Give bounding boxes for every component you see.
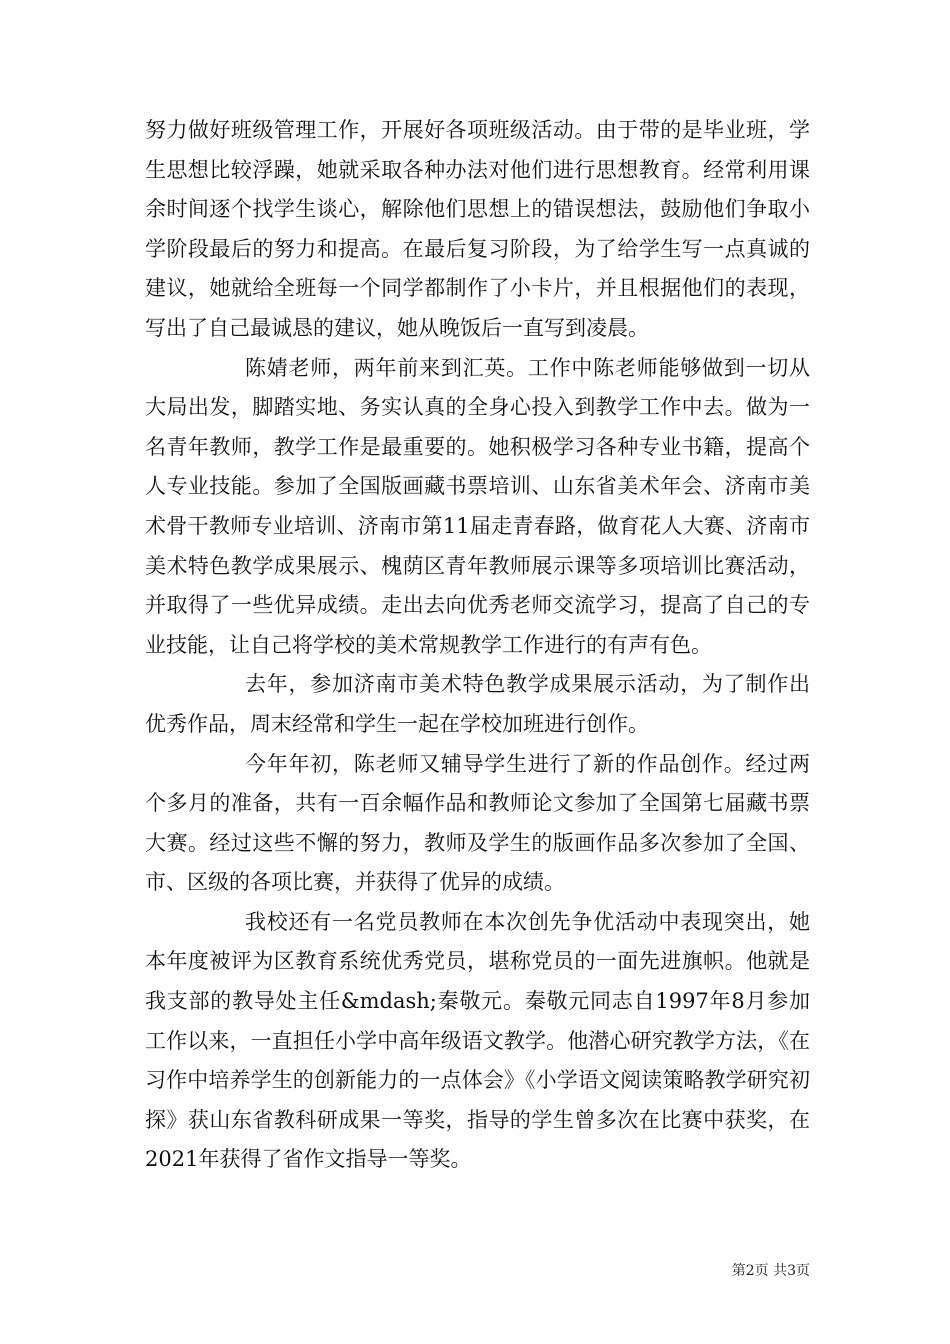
paragraph-class-management: 努力做好班级管理工作，开展好各项班级活动。由于带的是毕业班，学生思想比较浮躁，她就采取各种办法对他们进行思想教育。经常利用课余时间逐个找学生谈心，解除他们思想上的错误想法，鼓励他们争取小学阶段最后的努力和提高。在最后复习阶段，为了给学生写一点真诚的建议，她就给全班每一个同学都制作了小卡片，并且根据他们的表现，写出了自己最诚恳的建议，她从晚饭后一直写到凌晨。 [145, 118, 810, 340]
paragraph-qin-jingyuan: 我校还有一名党员教师在本次创先争优活动中表现突出，她本年度被评为区教育系统优秀党员，堪称党员的一面先进旗帜。他就是我支部的教导处主任&mdash;秦敬元。秦敬元同志自1997年8月参加工作以来，一直担任小学中高年级语文教学。他潜心研究教学方法，《在习作中培养学生的创新能力的一点体会》《小学语文阅读策略教学研究初探》获山东省教科研成果一等奖，指导的学生曾多次在比赛中获奖，在2021年获得了省作文指导一等奖。 [145, 909, 810, 1172]
paragraph-last-year: 去年，参加济南市美术特色教学成果展示活动，为了制作出优秀作品，周末经常和学生一起在学校加班进行创作。 [145, 672, 810, 736]
paragraph-chen-jing: 陈婧老师，两年前来到汇英。工作中陈老师能够做到一切从大局出发，脚踏实地、务实认真的全身心投入到教学工作中去。做为一名青年教师，教学工作是最重要的。她积极学习各种专业书籍，提高个人专业技能。参加了全国版画藏书票培训、山东省美术年会、济南市美术骨干教师专业培训、济南市第11届走青春路，做育花人大赛、济南市美术特色教学成果展示、槐荫区青年教师展示课等多项培训比赛活动，并取得了一些优异成绩。走出去向优秀老师交流学习，提高了自己的专业技能，让自己将学校的美术常规教学工作进行的有声有色。 [145, 355, 810, 657]
page-number-footer: 第2页 共3页 [731, 1263, 810, 1279]
paragraph-this-year: 今年年初，陈老师又辅导学生进行了新的作品创作。经过两个多月的准备，共有一百余幅作品和教师论文参加了全国第七届藏书票大赛。经过这些不懈的努力，教师及学生的版画作品多次参加了全国、市、区级的各项比赛，并获得了优异的成绩。 [145, 751, 810, 895]
document-body [145, 111, 810, 1180]
